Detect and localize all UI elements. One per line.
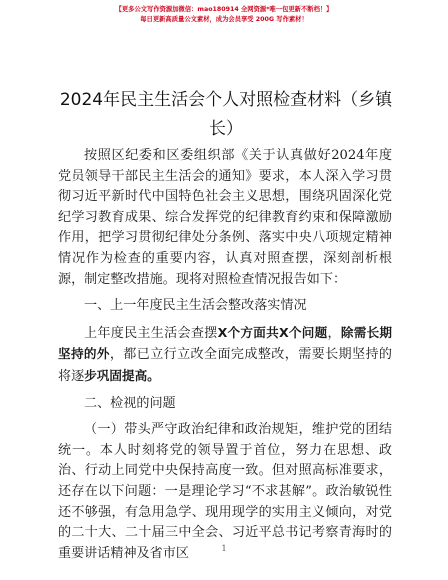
rectification-bold-consolidate: 步巩固提高。 xyxy=(84,367,160,383)
rectification-paragraph xyxy=(58,323,392,388)
rectification-text-pre: 上年度民主生活会查摆 xyxy=(84,325,218,341)
promo-banner-line-1: 【更多公文写作资源加微信：mao180914 全网资源*唯一包更新不断档！】 xyxy=(115,6,333,13)
page-number: 1 xyxy=(221,544,227,553)
rectification-text-post: ，都已立行立改全面完成整改，需要长期坚持的将逐 xyxy=(58,347,393,384)
document-title: 2024年民主生活会个人对照检查材料（乡镇长） xyxy=(59,90,393,139)
promo-banner-line-2: 每日更新高质量公文素材，成为会员享受 200G 写作素材！ xyxy=(140,16,308,23)
section-heading-1: 一、上一年度民主生活会整改落实情况 xyxy=(84,298,307,314)
intro-paragraph: 按照区纪委和区委组织部《关于认真做好2024年度党员领导干部民主生活会的通知》要求，本人深入学习贯彻习近平新时代中国特色社会主义思想，围绕巩固深化党纪学习教育成果、综合发挥党的纪律教育约束和保障激励作用，把学习贯彻纪律处分条例、落实中央八项规定精神情况作为检查的重要内容，认真对照查摆，深刻剖析根源，制定整改措施。现将对照检查情况报告如下： xyxy=(58,148,392,287)
rectification-bold-persist: 坚持的外 xyxy=(58,346,110,362)
section-heading-2: 二、检视的问题 xyxy=(84,395,176,411)
document-body xyxy=(58,146,392,564)
rectification-bold-longterm: 除需长期 xyxy=(340,324,393,340)
issues-paragraph: （一）带头严守政治纪律和政治规矩，维护党的团结统一。本人时刻将党的领导置于首位，努力在思想、政治、行动上同党中央保持高度一致。但对照高标准要求，还存在以下问题：一是理论学习“不求甚解”。政治敏锐性还不够强，有急用急学、现用现学的实用主义倾向，对党的二十大、二十届三中全会、习近平总书记考察青海时的重要讲话精神及省市区 xyxy=(58,422,392,561)
rectification-text-mid: ， xyxy=(327,325,341,341)
promo-banner xyxy=(0,5,448,25)
rectification-bold-count: X个方面共X个问题 xyxy=(217,324,328,340)
